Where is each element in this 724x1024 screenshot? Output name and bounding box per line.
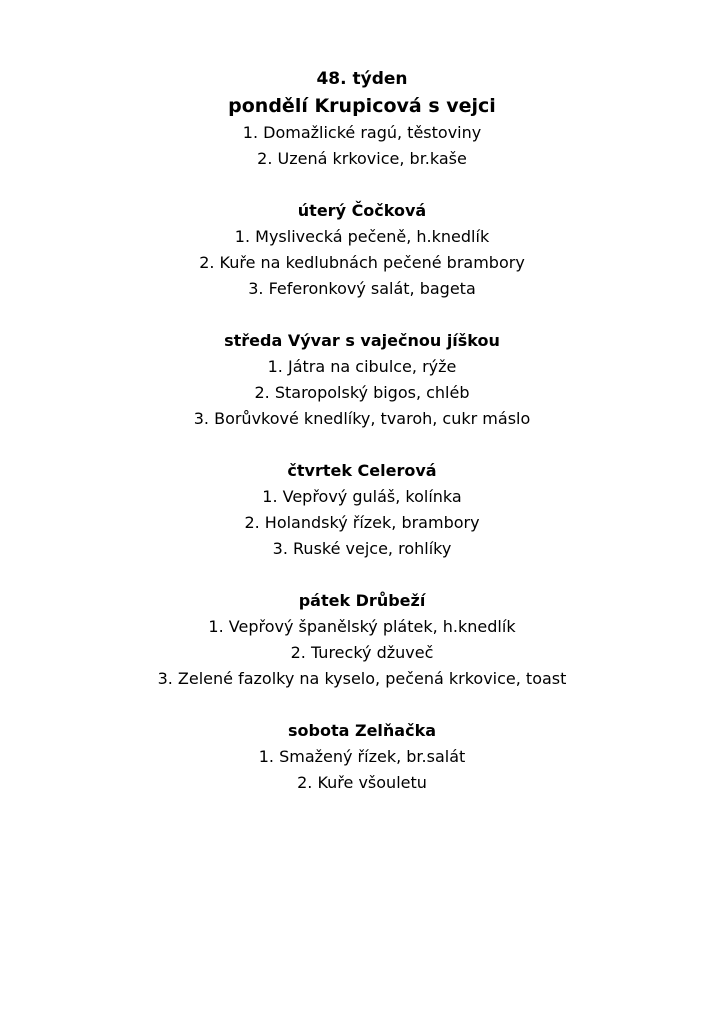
dish-item: 1. Myslivecká pečeně, h.knedlík	[234, 227, 490, 246]
day-heading: úterý Čočková	[297, 201, 427, 220]
day-wednesday	[0, 328, 724, 432]
day-monday	[0, 92, 724, 172]
day-heading: pátek Drůbeží	[298, 591, 426, 610]
dish-item: 1. Vepřový španělský plátek, h.knedlík	[208, 617, 516, 636]
day-heading: středa Vývar s vaječnou jíškou	[224, 331, 500, 350]
spacer	[0, 172, 724, 198]
dish-item: 2. Uzená krkovice, br.kaše	[257, 149, 467, 168]
spacer	[0, 692, 724, 718]
dish-item: 1. Vepřový guláš, kolínka	[262, 487, 462, 506]
dish-item: 3. Feferonkový salát, bageta	[248, 279, 476, 298]
day-heading: sobota Zelňačka	[287, 721, 437, 740]
week-title: 48. týden	[316, 69, 408, 89]
dish-item: 1. Domažlické ragú, těstoviny	[242, 123, 482, 142]
day-tuesday	[0, 198, 724, 302]
spacer	[0, 562, 724, 588]
dish-item: 3. Borůvkové knedlíky, tvaroh, cukr máslo	[193, 409, 531, 428]
dish-item: 3. Ruské vejce, rohlíky	[272, 539, 452, 558]
dish-item: 2. Turecký džuveč	[290, 643, 434, 662]
dish-item: 1. Játra na cibulce, rýže	[267, 357, 457, 376]
spacer	[0, 432, 724, 458]
dish-item: 2. Staropolský bigos, chléb	[254, 383, 470, 402]
day-friday	[0, 588, 724, 692]
dish-item: 3. Zelené fazolky na kyselo, pečená krkovice, toast	[157, 669, 567, 688]
day-heading: pondělí Krupicová s vejci	[228, 95, 496, 117]
spacer	[0, 302, 724, 328]
day-thursday	[0, 458, 724, 562]
day-heading: čtvrtek Celerová	[287, 461, 437, 480]
dish-item: 2. Holandský řízek, brambory	[244, 513, 480, 532]
dish-item: 1. Smažený řízek, br.salát	[258, 747, 466, 766]
dish-item: 2. Kuře všouletu	[297, 773, 427, 792]
day-saturday	[0, 718, 724, 796]
dish-item: 2. Kuře na kedlubnách pečené brambory	[199, 253, 525, 272]
